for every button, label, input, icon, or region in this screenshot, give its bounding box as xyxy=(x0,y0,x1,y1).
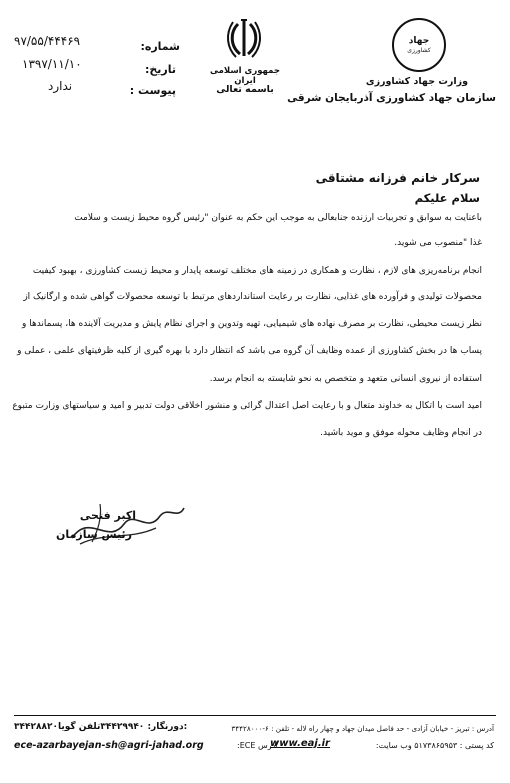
footer-website-link[interactable]: www.eaj.ir xyxy=(270,738,330,749)
footer-postal: کد پستی : ۵۱۷۳۸۶۵۹۵۳ وب سایت: xyxy=(375,741,494,750)
body-line: در انجام وظایف محوله موفق و موید باشید. xyxy=(320,428,482,438)
ministry-name: وزارت جهاد کشاورزی xyxy=(365,76,468,87)
republic-title: جمهوری اسلامی ایران xyxy=(210,66,280,86)
recipient: سرکار خانم فرزانه مشتاقی xyxy=(315,171,480,185)
letter-date: ۱۳۹۷/۱۱/۱۰ xyxy=(22,57,82,71)
footer-email-link[interactable]: ece-azarbayejan-sh@agri-jahad.org xyxy=(14,740,204,751)
signer-name: اکبر فتحی xyxy=(79,509,136,522)
body-line: پساب ها در بخش کشاورزی از عمده وظایف آن گروه می باشد که انتظار دارد با بهره گیری از کلیه ظرفیتهای علمی ، عملی و xyxy=(17,346,482,356)
body-line: انجام برنامه‌ریزی های لازم ، نظارت و همکاری در زمینه های مختلف توسعه پایدار و محیط زیست کشاورزی ، بهبود کیفیت xyxy=(32,266,482,276)
body-line: غذا "منصوب می شوید. xyxy=(394,238,482,248)
footer-divider xyxy=(14,715,496,716)
body-line: امید است با اتکال به خداوند متعال و با رعایت اصل اعتدال گرائی و منشور اخلاقی دولت تدبیر و امید و سیاستهای وزارت متبوع xyxy=(12,401,482,411)
body-line: نظر زیست محیطی، نظارت بر مصرف نهاده های شیمیایی، تهیه وتدوین و اجرای نظام پایش و مدیریت آلاینده ها، پسماندها و xyxy=(22,319,482,329)
body-line: باعنایت به سوابق و تجربیات ارزنده جنابعالی به موجب این حکم به عنوان "رئیس گروه محیط زیست و سلامت xyxy=(74,213,482,223)
ministry-logo xyxy=(392,18,446,72)
logo-subtext: کشاورزی xyxy=(407,46,431,54)
body-line: محصولات تولیدی و فرآورده های غذایی، نظارت بر رعایت استانداردهای مرتبط با توسعه محصولات گواهی شده و ارگانیک از xyxy=(23,292,482,302)
footer-fax: ۳۴۴۲۸۸۲۰دورنگار: ۳۴۴۲۹۹۴۰تلفن گویا: xyxy=(14,722,188,732)
invocation: باسمه تعالی xyxy=(216,84,274,95)
attachment-value: ندارد xyxy=(48,79,73,93)
letter-number: ۹۷/۵۵/۴۴۴۶۹ xyxy=(14,34,81,48)
greeting: سلام علیکم xyxy=(414,191,480,205)
footer-address: آدرس : تبریز - خیابان آزادی - حد فاصل میدان جهاد و چهار راه لاله - تلفن : ۶-۳۴۴۲۸۰۰۰ xyxy=(231,724,494,733)
date-label: تاریخ: xyxy=(144,63,176,76)
attachment-label: پیوست : xyxy=(129,84,176,97)
number-label: شماره: xyxy=(140,40,180,53)
iran-emblem-icon xyxy=(226,16,262,60)
body-line: استفاده از نیروی انسانی متعهد و متخصص به نحو شایسته به انجام برسد. xyxy=(209,374,482,384)
organization-name: سازمان جهاد کشاورزی آذربایجان شرقی xyxy=(287,92,496,104)
logo-text: جهاد xyxy=(408,35,430,46)
footer-ece-label: آدرس ECE: xyxy=(237,741,278,750)
signer-title: رئیس سازمان xyxy=(56,528,132,541)
signature-scribble-icon xyxy=(60,494,190,554)
